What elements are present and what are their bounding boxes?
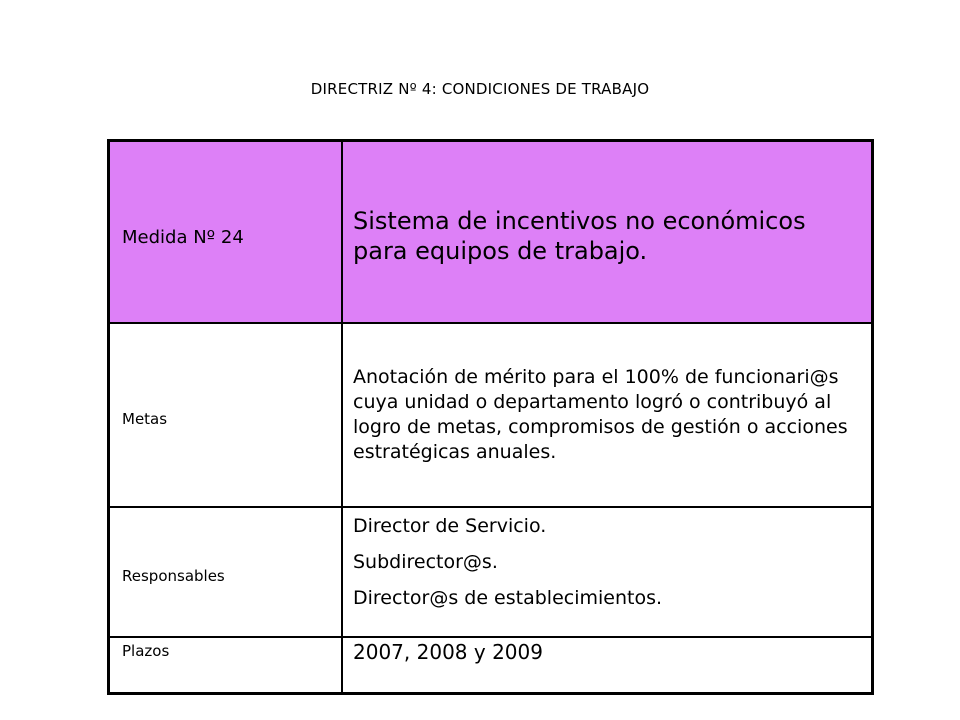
measure-number-label: Medida Nº 24 [109, 141, 343, 324]
responsable-item: Director de Servicio. [353, 515, 547, 537]
plazos-value: 2007, 2008 y 2009 [342, 637, 873, 694]
table-row-measure [109, 141, 873, 324]
measure-description: Sistema de incentivos no económicos para equipos de trabajo. [342, 141, 873, 324]
page-title: DIRECTRIZ Nº 4: CONDICIONES DE TRABAJO [310, 80, 650, 98]
responsable-item: Subdirector@s. [353, 551, 498, 573]
responsables-value [342, 507, 873, 637]
metas-label: Metas [109, 323, 343, 507]
responsable-item: Director@s de establecimientos. [353, 587, 663, 609]
table-row-plazos [109, 637, 873, 694]
table-row-responsables [109, 507, 873, 637]
metas-value: Anotación de mérito para el 100% de funcionari@s cuya unidad o departamento logró o contribuyó al logro de metas, compromisos de gestión o acciones estratégicas anuales. [342, 323, 873, 507]
responsables-label: Responsables [109, 507, 343, 637]
plazos-label: Plazos [109, 637, 343, 694]
measure-table [107, 139, 874, 695]
table-row-metas [109, 323, 873, 507]
